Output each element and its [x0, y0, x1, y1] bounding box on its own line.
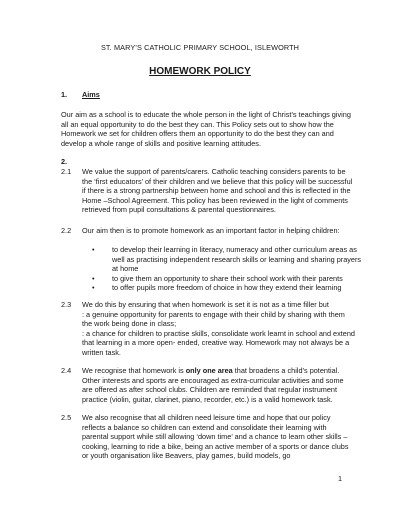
bullet-icon: •: [92, 283, 95, 293]
emphasis-text: only one area: [185, 366, 233, 375]
paragraph-number: 2.3: [61, 300, 72, 309]
paragraph-2-2-intro: Our aim then is to promote homework as an important factor in helping children:: [82, 226, 340, 235]
page-number: 1: [338, 474, 343, 483]
paragraph-2-4: We recognise that homework is only one area that broadens a child’s potential. Other interests and sports are encouraged as extra-curricular activities and some are offered as after school clubs. Children are reminded that regular instrument practice (violin, guitar, clarinet, piano, recorder, etc.) is a valid homework task.: [82, 366, 344, 404]
page-title: HOMEWORK POLICY: [149, 66, 251, 77]
bullet-list: [82, 245, 362, 293]
school-name: ST. MARY’S CATHOLIC PRIMARY SCHOOL, ISLEWORTH: [100, 43, 300, 52]
paragraph-2-3-line3: : a chance for children to practise skills, consolidate work learnt in school and extend that learning in a more open- ended, creative way. Homework may not always be a written task.: [82, 328, 355, 357]
list-item: • to give them an opportunity to share their school work with their parents: [92, 273, 343, 283]
section-number: 2.: [61, 157, 68, 166]
paragraph-number: 2.4: [61, 366, 72, 375]
aims-paragraph: Our aim as a school is to educate the whole person in the light of Christ’s teachings giving all an equal opportunity to do the best they can. This Policy sets out to show how the Homework we set for children offers them an opportunity to do the best they can and develop a whole range of skills and positive learning attitudes.: [61, 110, 351, 148]
section-number: 1.: [61, 90, 68, 99]
paragraph-2-3-line2: : a genuine opportunity for parents to engage with their child by sharing with them the work being done in class;: [82, 309, 345, 329]
paragraph-2-1: We value the support of parents/carers. Catholic teaching considers parents to be the ‘first educators’ of their children and we believe that this policy will be successful if there is a strong partnership between home and school and this is reflected in the Home –School Agreement. This policy has been reviewed in the light of comments retrieved from pupil consultations & parental questionnaires.: [82, 167, 353, 215]
paragraph-number: 2.1: [61, 167, 72, 176]
bullet-icon: •: [92, 245, 95, 254]
paragraph-2-3: [61, 300, 355, 358]
list-item: • to offer pupils more freedom of choice in how they extend their learning: [92, 283, 342, 293]
paragraph-2-3-line1: We do this by ensuring that when homework is set it is not as a time filler but: [82, 300, 329, 309]
paragraph-2-5: We also recognise that all children need leisure time and hope that our policy reflects a balance so children can extend and consolidate their learning with parental support while still allowing ‘down time’ and a chance to learn other skills – cooking, learning to ride a bike, being an active member of a sports or dance clubs or youth organisation like Beavers, play games, build models, go: [82, 413, 349, 461]
paragraph-number: 2.2: [61, 226, 72, 235]
section-heading-aims: Aims: [82, 90, 100, 99]
list-item: • to develop their learning in literacy, numeracy and other curriculum areas as well as practising independent research skills or learning and sharing prayers at home: [92, 245, 362, 274]
bullet-icon: •: [92, 273, 95, 283]
paragraph-number: 2.5: [61, 413, 72, 422]
